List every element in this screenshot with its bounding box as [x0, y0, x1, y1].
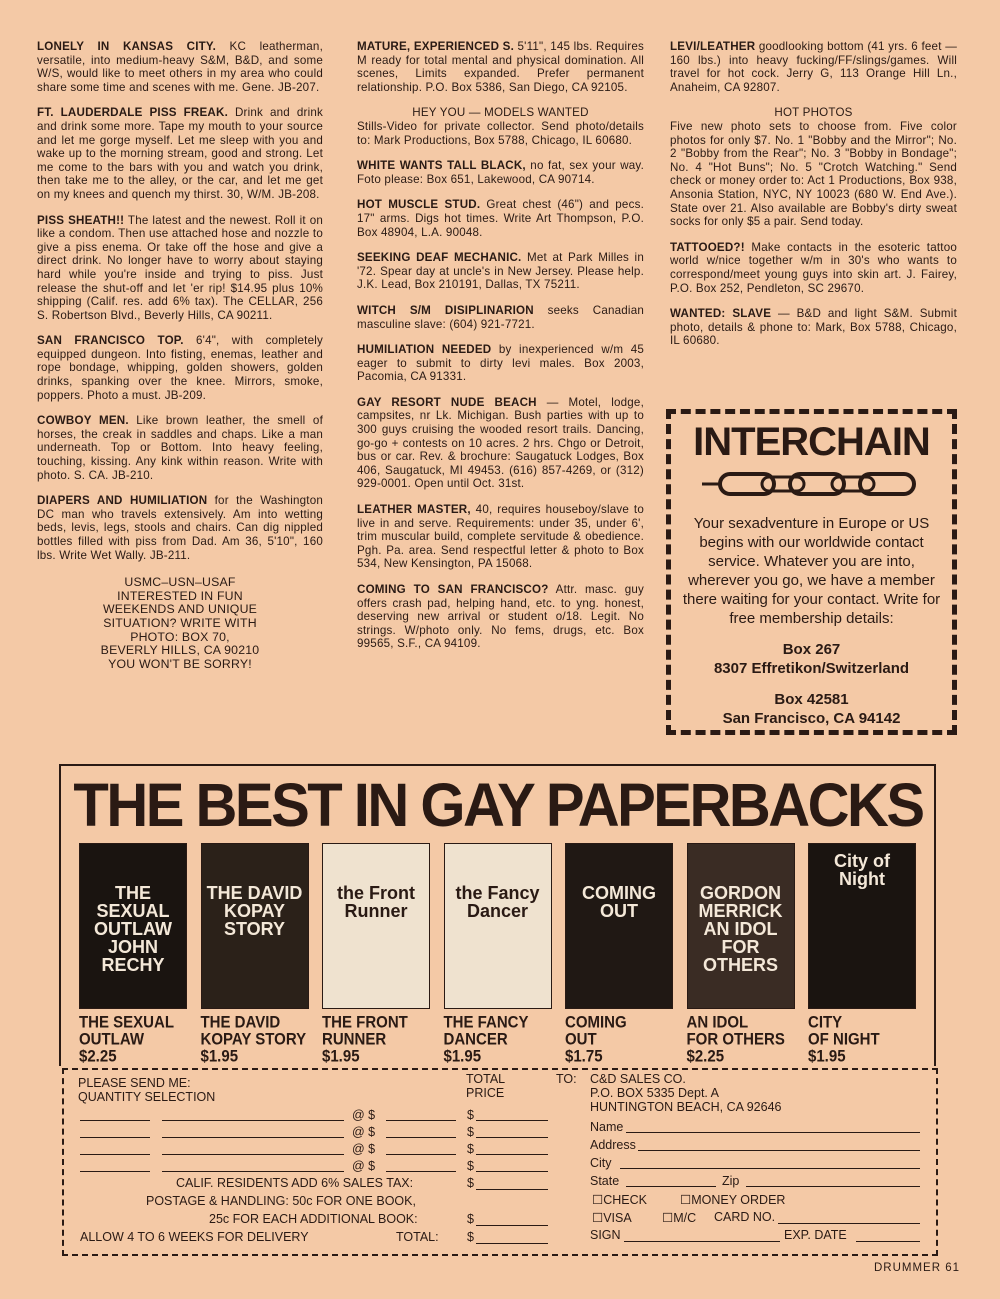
ad-heading: SEEKING DEAF MECHANIC. — [357, 251, 522, 265]
card-number-field[interactable] — [778, 1223, 920, 1224]
ad-text: Attr. masc. guy offers crash pad, helping hand, etc. to yng. honest, deserving new arrival or student o/18. Legit. No strings. W/photo only. No fems, drugs, etc. Box 99565, S.F., CA 94109. — [357, 583, 644, 651]
book-title: THE FRONT — [322, 1013, 408, 1032]
ad-heading: GAY RESORT NUDE BEACH — [357, 395, 537, 409]
line-total-field[interactable] — [476, 1137, 548, 1138]
ad-text: Met at Park Milles in '72. Spear day at uncle's in New Jersey. Please help. J.K. Lead, Box 210191, Dallas, TX 75211. — [357, 251, 644, 292]
book-cover — [79, 843, 187, 1009]
ad-heading: PISS SHEATH!! — [37, 213, 125, 227]
ad-text: Make contacts in the esoteric tattoo world w/nice together w/m in 30's who wants to correspond/meet young guys into skin art. J. Fairey, P.O. Box 252, Pendleton, SC 29670. — [670, 240, 957, 295]
book-cover-title: the Front Runner — [337, 883, 415, 921]
selection-field[interactable] — [162, 1137, 344, 1138]
dollar-sign: $ — [467, 1108, 474, 1122]
book-item — [687, 843, 797, 1064]
line-total-field[interactable] — [476, 1154, 548, 1155]
classified-ad — [37, 106, 323, 201]
page-footer: DRUMMER 61 — [873, 1262, 960, 1274]
classified-ad — [670, 241, 957, 295]
unit-price-field[interactable] — [386, 1120, 456, 1121]
chain-icon — [702, 469, 922, 499]
classified-ad — [357, 503, 644, 571]
ad-text: goodlooking bottom (41 yrs. 6 feet — 160 lbs.) into heavy fucking/FF/slings/games. Will travel for hot cock. Jerry G, 113 Orange Hill Ln., Anaheim, CA 92807. — [670, 40, 957, 94]
ad-heading: COWBOY MEN. — [37, 414, 129, 428]
book-cover-title: THE DAVID KOPAY STORY — [206, 883, 303, 939]
grand-total-field[interactable] — [476, 1243, 548, 1244]
name-field[interactable] — [626, 1132, 920, 1133]
ad-heading: WITCH S/M DISIPLINARION — [357, 303, 534, 317]
ad-heading: WANTED: SLAVE — [670, 307, 772, 321]
book-title: THE SEXUAL — [79, 1013, 175, 1032]
classified-ad — [357, 251, 644, 292]
dollar-sign: $ — [467, 1142, 474, 1156]
book-cover-title: THE SEXUAL OUTLAW JOHN RECHY — [94, 883, 172, 975]
book-cover-title: the Fancy Dancer — [455, 883, 540, 921]
book-cover-title: COMING OUT — [582, 883, 656, 921]
ad-text: — Motel, lodge, campsites, nr Lk. Michigan. Bush parties with up to 300 guys cruising the wooded resort trails. Dancing, go-go + contests on 10 acres. 2 hrs. Chgo or Detroit, bus or car. Rev. & brochure: Saugatuck Lodges, Box 406, Saugatuck, MI 49453. (616) 857-4269, or (312) 929-0001. Open until Oct. 31st. — [357, 395, 644, 491]
book-cover — [687, 843, 795, 1009]
book-price: $2.25 — [686, 1047, 725, 1066]
book-title: RUNNER — [322, 1030, 387, 1049]
classified-ad — [357, 40, 644, 94]
ad-text: Great chest (46") and pecs. 17" arms. Digs hot times. Write Art Thompson, P.O. Box 48904, L.A. 90048. — [357, 198, 644, 239]
book-title: THE DAVID — [200, 1013, 281, 1032]
book-cover — [565, 843, 673, 1009]
signature-field[interactable] — [624, 1241, 780, 1242]
quantity-field[interactable] — [80, 1120, 150, 1121]
classified-ad — [37, 40, 323, 94]
ad-text: no fat, sex your way. Foto please: Box 651, Lakewood, CA 90714. — [357, 159, 644, 186]
company-city: HUNTINGTON BEACH, CA 92646 — [590, 1100, 782, 1114]
ad-text: Drink and drink and drink some more. Tape my mouth to your source and let me gorge myself. Let me sleep with you and wake up to the morning stream, good and strong. Let me come to the bars with you and watch you drink, then take me to the alley, or the car, and let me get on my knees and quench my thirst. 30, W/M. JB-208. — [37, 106, 324, 201]
classified-ad — [357, 198, 644, 239]
ad-text: 6'4", with completely equipped dungeon. Into fisting, enemas, leather and rope bondage, whipping, golden showers, golden drinks, spanking over the knee. Mirrors, smoke, poppers. Photo a must. JB-209. — [37, 334, 323, 402]
company-box: P.O. BOX 5335 Dept. A — [590, 1086, 720, 1100]
postage-label-2: 25c FOR EACH ADDITIONAL BOOK: — [209, 1212, 418, 1226]
city-field[interactable] — [620, 1168, 920, 1169]
classified-ad — [670, 307, 957, 348]
classified-ad — [357, 304, 644, 331]
book-price: $1.95 — [200, 1047, 239, 1066]
unit-price-field[interactable] — [386, 1137, 456, 1138]
book-title: DANCER — [443, 1030, 508, 1049]
book-cover — [201, 843, 309, 1009]
ad-text: 5'11", 145 lbs. Requires M ready for total mental and physical domination. All scenes, Limits expanded. Prefer permanent relationship. P.O. Box 5386, San Diego, CA 92105. — [357, 40, 645, 94]
book-price: $1.95 — [322, 1047, 360, 1066]
classified-ad — [357, 343, 644, 384]
classifieds-column-2 — [357, 40, 644, 663]
ad-heading: LONELY IN KANSAS CITY. — [37, 40, 217, 53]
ad-heading: HOT MUSCLE STUD. — [357, 198, 481, 212]
selection-field[interactable] — [162, 1120, 344, 1121]
line-total-field[interactable] — [476, 1171, 548, 1172]
book-title: OUTLAW — [79, 1030, 144, 1049]
check-option[interactable]: ☐CHECK — [592, 1193, 647, 1207]
ad-text: — B&D and light S&M. Submit photo, details & phone to: Mark, Box 5788, Chicago, IL 60680. — [670, 307, 957, 348]
at-price-label: @ $ — [352, 1142, 376, 1156]
ad-text: for the Washington DC man who travels extensively. Am into wetting beds, levis, legs, stools and chairs. Can dig nippled bottles filled with piss from Dad. Am 36, 5'10", 160 lbs. Write Wet Wally. JB-211. — [37, 494, 323, 562]
please-send-label: PLEASE SEND ME: — [78, 1076, 191, 1090]
order-form: PLEASE SEND ME: QUANTITY SELECTION TOTAL PRICE TO: C&D SALES CO. P.O. BOX 5335 Dept. A HUNTINGTON BEACH, CA 92646 @ $ $ @ $ $ @ $ $ @ $ $ CALIF. RESIDENTS ADD 6% SALES TAX: $ POSTAGE & HANDLING: 50c FOR ONE BOOK, 25c FOR EACH ADDITIONAL BOOK: $ ALLOW 4 TO 6 WEEKS FOR DELIVERY TOTAL: $ Name Address City State Zip ☐CHECK ☐MONEY ORDER ☐VISA ☐M/C CARD NO. SIGN EXP. DATE — [62, 1068, 938, 1256]
book-title: COMING — [565, 1013, 627, 1032]
book-title: THE FANCY — [443, 1013, 529, 1032]
classified-ad — [670, 40, 957, 94]
book-cover — [322, 843, 430, 1009]
to-label: TO: — [556, 1072, 577, 1086]
expiration-field[interactable] — [856, 1241, 920, 1242]
dollar-sign: $ — [467, 1125, 474, 1139]
dollar-sign: $ — [467, 1159, 474, 1173]
mc-option[interactable]: ☐M/C — [662, 1211, 697, 1225]
unit-price-field[interactable] — [386, 1171, 456, 1172]
book-item — [322, 843, 432, 1064]
classified-ad — [357, 583, 644, 651]
classified-ad — [357, 396, 644, 491]
selection-field[interactable] — [162, 1171, 344, 1172]
classified-ad — [37, 334, 323, 402]
ad-text: by inexperienced w/m 45 eager to submit to dirty levi males. Box 2003, Pacomia, CA 91331. — [357, 343, 645, 384]
quantity-field[interactable] — [80, 1137, 150, 1138]
ad-heading: DIAPERS AND HUMILIATION — [37, 494, 208, 508]
ad-heading: SAN FRANCISCO TOP. — [37, 334, 184, 348]
book-item — [808, 843, 918, 1064]
grand-total-label: TOTAL: — [396, 1230, 439, 1244]
book-title: KOPAY STORY — [200, 1030, 307, 1049]
ad-text: Stills-Video for private collector. Send photo/details to: Mark Productions, Box 5788, Chicago, IL 60680. — [357, 119, 644, 147]
book-title: CITY — [808, 1013, 843, 1032]
postage-field[interactable] — [476, 1225, 548, 1226]
ad-heading: MATURE, EXPERIENCED S. — [357, 40, 515, 53]
sales-tax-label: CALIF. RESIDENTS ADD 6% SALES TAX: — [176, 1176, 414, 1190]
at-price-label: @ $ — [352, 1125, 376, 1139]
classifieds-column-3 — [670, 40, 957, 360]
classified-ad — [357, 106, 644, 147]
ad-text: 40, requires houseboy/slave to live in and serve. Requirements: under 35, under 6', trim muscular build, complete servitude & obedience. Pgh. Pa. area. Send respectful letter & photo to Box 534, New Kensington, PA 15068. — [357, 503, 645, 571]
state-field[interactable] — [626, 1186, 716, 1187]
total-label: TOTAL — [466, 1072, 506, 1086]
book-item — [565, 843, 675, 1064]
interchain-body: Your sexadventure in Europe or US begins with our worldwide contact service. Whatever you are into, wherever you go, we have a member there waiting for your contact. Write for free membership details: — [682, 515, 941, 627]
visa-option[interactable]: ☐VISA — [592, 1211, 632, 1225]
ad-text: Like brown leather, the smell of horses, the creak in saddles and chaps. Like a man underneath. Top or Bottom. Into heavy feeling, touching, kissing. Any kink within reason. Write with photo. S. CA. JB-210. — [37, 414, 323, 482]
quantity-field[interactable] — [80, 1171, 150, 1172]
interchain-address-2: Box 42581 San Francisco, CA 94142 — [722, 691, 901, 727]
price-label: PRICE — [466, 1086, 505, 1100]
book-price: $2.25 — [79, 1047, 117, 1066]
book-item — [201, 843, 311, 1064]
ad-title: HEY YOU — MODELS WANTED — [412, 106, 589, 120]
book-title: FOR OTHERS — [686, 1030, 785, 1049]
at-price-label: @ $ — [352, 1159, 376, 1173]
tax-field[interactable] — [476, 1189, 548, 1190]
address-field[interactable] — [638, 1150, 920, 1151]
interchain-logo: INTERCHAIN — [693, 420, 930, 464]
delivery-note: ALLOW 4 TO 6 WEEKS FOR DELIVERY — [80, 1230, 309, 1244]
ad-heading: LEATHER MASTER, — [357, 503, 471, 517]
classified-ad — [357, 159, 644, 186]
interchain-address-1: Box 267 8307 Effretikon/Switzerland — [713, 641, 910, 677]
classifieds-column-1 — [37, 40, 323, 671]
usmc-ad: USMC–USN–USAF INTERESTED IN FUN WEEKENDS AND UNIQUE SITUATION? WRITE WITH PHOTO: BOX 70, BEVERLY HILLS, CA 90210 YOU WON'T BE SORRY! — [100, 575, 260, 671]
book-item — [444, 843, 554, 1064]
book-cover-title: City of Night — [834, 851, 890, 889]
classified-ad — [37, 214, 323, 323]
ad-heading: COMING TO SAN FRANCISCO? — [357, 583, 549, 596]
classified-ad — [670, 106, 957, 228]
ad-text: KC leatherman, versatile, into medium-heavy S&M, B&D, and some W/S, would like to meet others in my area who could share some time and scenes with me. Gene. JB-207. — [37, 40, 323, 94]
book-cover — [444, 843, 552, 1009]
company-name: C&D SALES CO. — [590, 1072, 686, 1086]
book-price: $1.95 — [443, 1047, 482, 1066]
book-price: $1.95 — [808, 1047, 846, 1066]
book-title: AN IDOL — [686, 1013, 749, 1032]
ad-heading: LEVI/LEATHER — [670, 40, 756, 53]
interchain-ad — [666, 409, 957, 735]
book-item — [79, 843, 189, 1064]
zip-field[interactable] — [746, 1186, 920, 1187]
ad-title: HOT PHOTOS — [774, 106, 853, 120]
ad-text: seeks Canadian masculine slave: (604) 921-7721. — [357, 303, 644, 331]
book-price: $1.75 — [565, 1047, 603, 1066]
quantity-selection-label: QUANTITY SELECTION — [78, 1090, 216, 1104]
ad-text: Five new photo sets to choose from. Five color photos for only $7. No. 1 "Bobby and the Mirror"; No. 2 "Bobby from the Rear"; No. 3 "Bobby in Bondage"; No. 4 "Hot Buns"; No. 5 "Crotch Watching." Send check or money order to: Act 1 Productions, Box 938, Ansonia Station, NYC, NY 10023 (680 W. End Ave.). State over 21. Also available are Bobby's dirty sweat socks for only $5 a pair. Send today. — [670, 119, 957, 229]
ad-heading: TATTOOED?! — [670, 240, 745, 254]
book-title: OUT — [565, 1030, 597, 1049]
money-order-option[interactable]: ☐MONEY ORDER — [680, 1193, 786, 1207]
classified-ad — [37, 494, 323, 562]
postage-label-1: POSTAGE & HANDLING: 50c FOR ONE BOOK, — [146, 1194, 416, 1208]
unit-price-field[interactable] — [386, 1154, 456, 1155]
book-cover-title: GORDON MERRICK AN IDOL FOR OTHERS — [698, 883, 783, 975]
line-total-field[interactable] — [476, 1120, 548, 1121]
ad-heading: FT. LAUDERDALE PISS FREAK. — [37, 106, 229, 120]
selection-field[interactable] — [162, 1154, 344, 1155]
quantity-field[interactable] — [80, 1154, 150, 1155]
ad-heading: WHITE WANTS TALL BLACK, — [357, 159, 526, 173]
classified-ad — [37, 414, 323, 482]
book-cover — [808, 843, 916, 1009]
ad-heading: HUMILIATION NEEDED — [357, 343, 492, 357]
paperbacks-ad — [59, 764, 936, 1066]
at-price-label: @ $ — [352, 1108, 376, 1122]
book-title: OF NIGHT — [808, 1030, 880, 1049]
paperbacks-headline: THE BEST IN GAY PAPERBACKS — [73, 771, 923, 840]
ad-text: The latest and the newest. Roll it on like a condom. Then use attached hose and nozzle to give a piss enema. Or take off the hose and give a direct drink. No longer have to worry about staying hard while you're inside and trying to piss. Just release the shut-off and let 'er rip! $14.95 plus 10% shipping (Calif. res. add 6% tax). The CELLAR, 256 S. Robertson Blvd., Beverly Hills, CA 90211. — [37, 213, 323, 322]
